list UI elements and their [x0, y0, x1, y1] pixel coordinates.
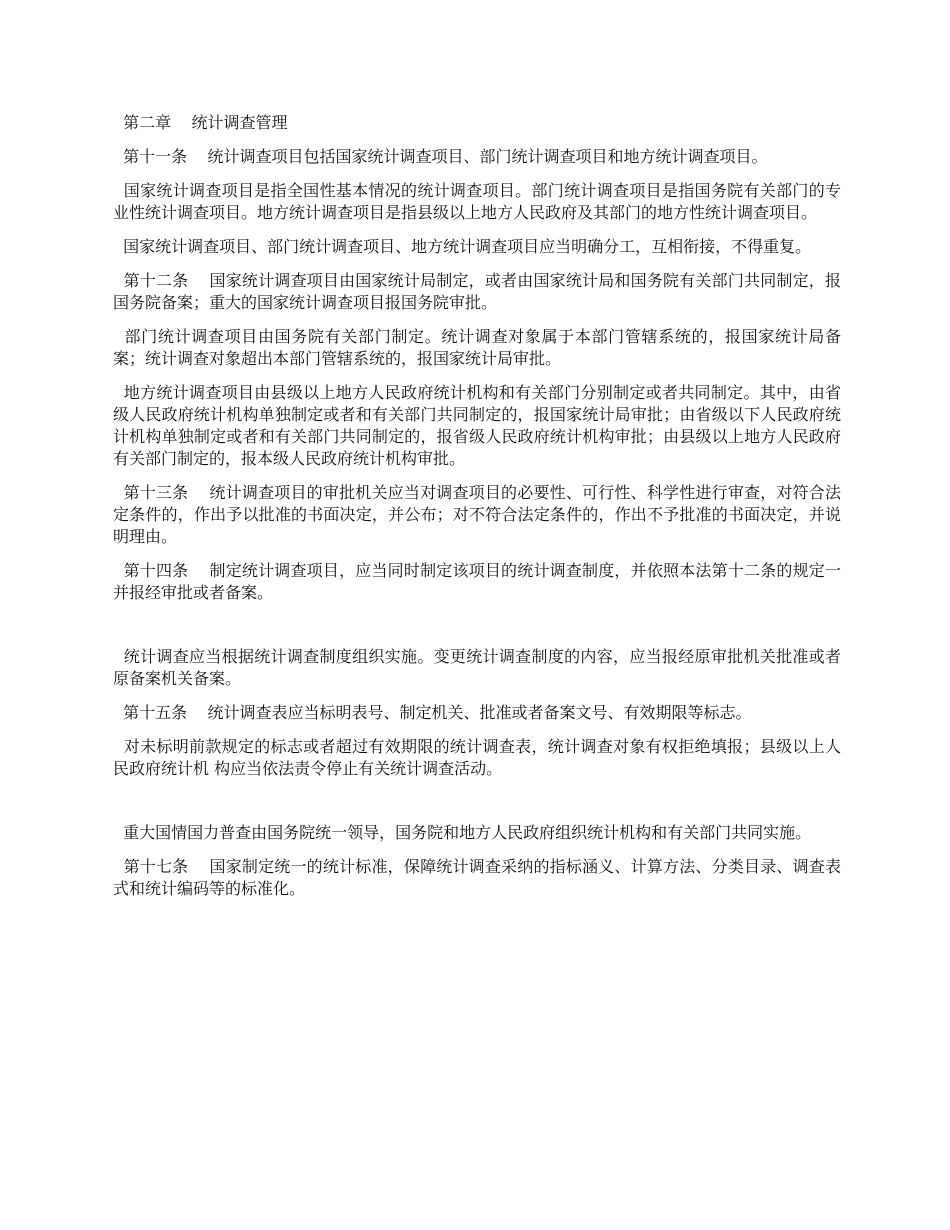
article-15-para-2: 对未标明前款规定的标志或者超过有效期限的统计调查表，统计调查对象有权拒绝填报；县级以上人民政府统计机 构应当依法责令停止有关统计调查活动。 [113, 737, 841, 778]
article-11-para-2: 国家统计调查项目是指全国性基本情况的统计调查项目。部门统计调查项目是指国务院有关部门的专业性统计调查项目。地方统计调查项目是指县级以上地方人民政府及其部门的地方性统计调查项目。 [113, 181, 841, 222]
article-17: 第十七条 国家制定统一的统计标准，保障统计调查采纳的指标涵义、计算方法、分类目录、调查表式和统计编码等的标准化。 [113, 857, 841, 898]
article-16-para: 重大国情国力普查由国务院统一领导，国务院和地方人民政府组织统计机构和有关部门共同实施。 [113, 823, 812, 842]
article-15: 第十五条 统计调查表应当标明表号、制定机关、批准或者备案文号、有效期限等标志。 [113, 703, 752, 722]
article-12-para-3: 地方统计调查项目由县级以上地方人民政府统计机构和有关部门分别制定或者共同制定。其中，由省级人民政府统计机构单独制定或者和有关部门共同制定的，报国家统计局审批；由省级以下人民政府统计机构单独制定或者和有关部门共同制定的，报省级人民政府统计机构审批；由县级以上地方人民政府有关部门制定的，报本级人民政府统计机构审批。 [113, 383, 841, 468]
chapter-heading: 第二章 统计调查管理 [113, 113, 288, 132]
article-14-para-2: 统计调查应当根据统计调查制度组织实施。变更统计调查制度的内容，应当报经原审批机关批准或者原备案机关备案。 [113, 647, 841, 688]
article-11: 第十一条 统计调查项目包括国家统计调查项目、部门统计调查项目和地方统计调查项目。 [113, 147, 768, 166]
article-13: 第十三条 统计调查项目的审批机关应当对调查项目的必要性、可行性、科学性进行审查，对符合法定条件的，作出予以批准的书面决定，并公布；对不符合法定条件的，作出不予批准的书面决定，并说明理由。 [113, 483, 841, 546]
article-11-para-3: 国家统计调查项目、部门统计调查项目、地方统计调查项目应当明确分工，互相衔接，不得重复。 [113, 237, 812, 256]
article-12-para-2: 部门统计调查项目由国务院有关部门制定。统计调查对象属于本部门管辖系统的，报国家统计局备案；统计调查对象超出本部门管辖系统的，报国家统计局审批。 [113, 327, 841, 368]
article-12: 第十二条 国家统计调查项目由国家统计局制定，或者由国家统计局和国务院有关部门共同制定，报国务院备案；重大的国家统计调查项目报国务院审批。 [113, 271, 841, 312]
article-14: 第十四条 制定统计调查项目，应当同时制定该项目的统计调查制度，并依照本法第十二条的规定一并报经审批或者备案。 [113, 561, 841, 602]
document-page [113, 112, 841, 912]
